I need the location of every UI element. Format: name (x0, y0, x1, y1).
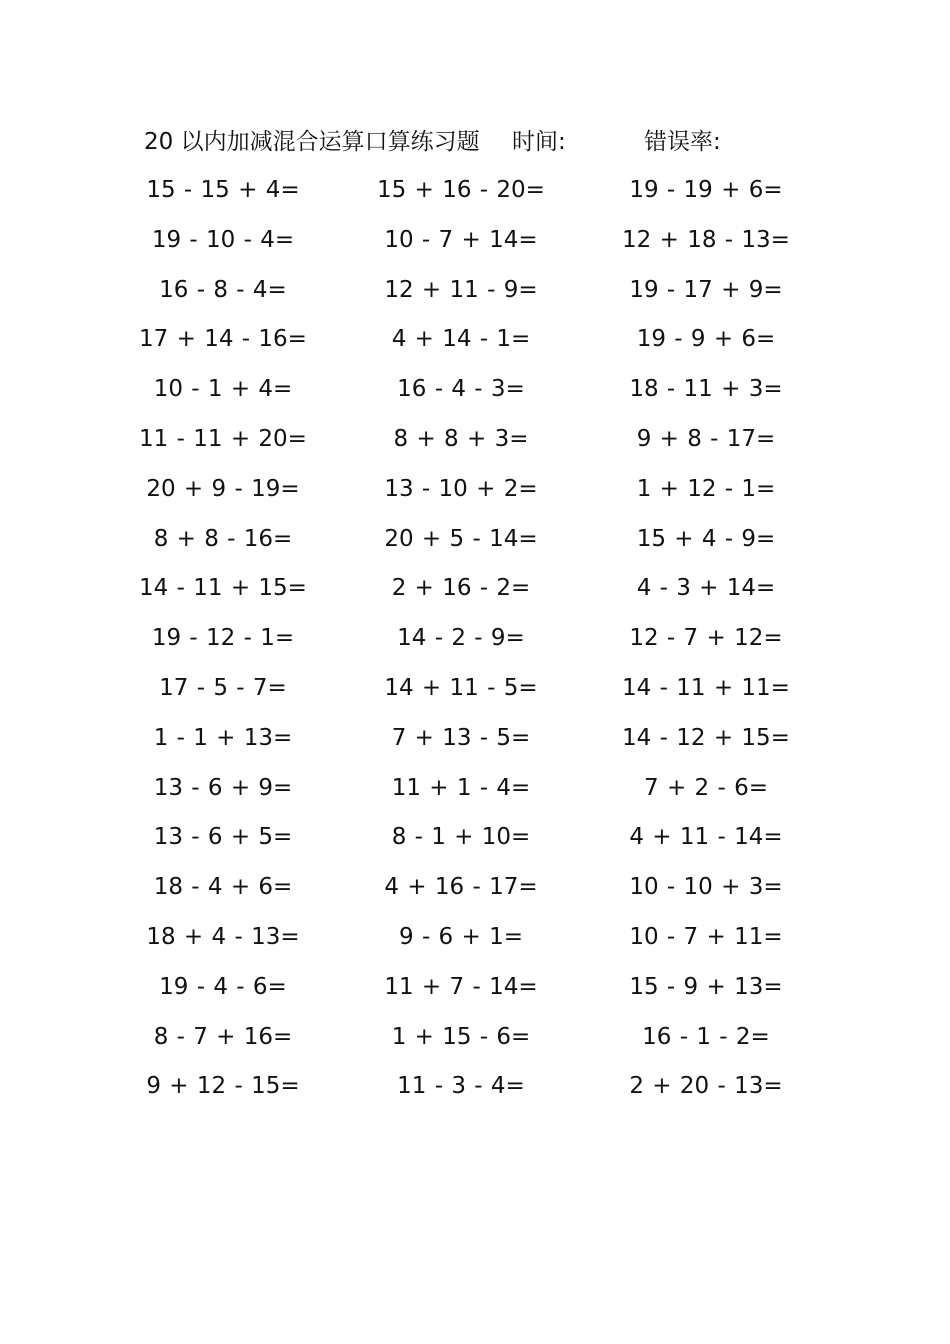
problem-row (0, 564, 950, 614)
arithmetic-problem: 20 + 5 - 14= (384, 525, 538, 552)
arithmetic-problem: 16 - 1 - 2= (642, 1023, 770, 1050)
arithmetic-problem: 2 + 16 - 2= (391, 575, 531, 602)
arithmetic-problem: 11 - 3 - 4= (397, 1073, 525, 1100)
arithmetic-problem: 17 + 14 - 16= (139, 326, 307, 353)
arithmetic-problem: 7 + 13 - 5= (391, 724, 531, 751)
arithmetic-problem: 4 + 16 - 17= (384, 874, 538, 901)
arithmetic-problem: 15 - 15 + 4= (146, 177, 300, 203)
arithmetic-problem: 14 - 11 + 15= (139, 575, 307, 602)
arithmetic-problem: 1 + 15 - 6= (391, 1023, 531, 1050)
arithmetic-problem: 18 - 4 + 6= (153, 874, 293, 901)
problem-row (0, 266, 950, 316)
worksheet-title: 20 以内加减混合运算口算练习题 (144, 129, 480, 155)
arithmetic-problem: 4 + 11 - 14= (629, 824, 783, 851)
problem-row (0, 863, 950, 913)
time-label: 时间: (512, 129, 566, 155)
arithmetic-problem: 9 + 8 - 17= (636, 425, 776, 452)
problem-row (0, 1062, 950, 1112)
problem-row (0, 664, 950, 714)
arithmetic-problem: 8 + 8 - 16= (153, 525, 293, 552)
problem-row (0, 415, 950, 465)
arithmetic-problem: 2 + 20 - 13= (629, 1073, 783, 1100)
arithmetic-problem: 8 + 8 + 3= (393, 425, 529, 452)
arithmetic-problem: 10 - 7 + 11= (629, 923, 783, 950)
problem-row (0, 365, 950, 415)
arithmetic-problem: 16 - 4 - 3= (397, 376, 525, 403)
arithmetic-problem: 14 - 2 - 9= (397, 625, 525, 652)
arithmetic-problem: 1 + 12 - 1= (636, 475, 776, 502)
problem-row (0, 515, 950, 565)
worksheet-header (144, 124, 844, 160)
arithmetic-problem: 14 - 11 + 11= (622, 674, 790, 701)
arithmetic-problem: 11 - 11 + 20= (139, 425, 307, 452)
arithmetic-problem: 19 - 17 + 9= (629, 276, 783, 303)
arithmetic-problem: 18 + 4 - 13= (146, 923, 300, 950)
problem-row (0, 813, 950, 863)
arithmetic-problem: 19 - 4 - 6= (159, 973, 287, 1000)
problem-row (0, 166, 950, 216)
arithmetic-problem: 4 - 3 + 14= (636, 575, 776, 602)
arithmetic-problem: 14 - 12 + 15= (622, 724, 790, 751)
problem-row (0, 913, 950, 963)
arithmetic-problem: 18 - 11 + 3= (629, 376, 783, 403)
arithmetic-problem: 11 + 7 - 14= (384, 973, 538, 1000)
arithmetic-problem: 20 + 9 - 19= (146, 475, 300, 502)
arithmetic-problem: 11 + 1 - 4= (391, 774, 531, 801)
arithmetic-problem: 19 - 12 - 1= (151, 625, 295, 652)
arithmetic-problem: 15 - 9 + 13= (629, 973, 783, 1000)
arithmetic-problem: 16 - 8 - 4= (159, 276, 287, 303)
problem-row (0, 1013, 950, 1063)
problem-row (0, 963, 950, 1013)
arithmetic-problem: 8 - 1 + 10= (391, 824, 531, 851)
arithmetic-problem: 15 + 16 - 20= (377, 177, 545, 203)
arithmetic-problem: 12 + 11 - 9= (384, 276, 538, 303)
arithmetic-problem: 9 - 6 + 1= (399, 923, 523, 950)
arithmetic-problem: 17 - 5 - 7= (159, 674, 287, 701)
arithmetic-problem: 10 - 10 + 3= (629, 874, 783, 901)
problem-row (0, 764, 950, 814)
problem-row (0, 714, 950, 764)
arithmetic-problem: 13 - 6 + 5= (153, 824, 293, 851)
arithmetic-problem: 9 + 12 - 15= (146, 1073, 300, 1100)
arithmetic-problem: 13 - 10 + 2= (384, 475, 538, 502)
problem-row (0, 315, 950, 365)
error-rate-label: 错误率: (644, 129, 721, 155)
arithmetic-problem: 8 - 7 + 16= (153, 1023, 293, 1050)
arithmetic-problem: 12 + 18 - 13= (622, 226, 790, 253)
problem-grid (0, 166, 950, 1112)
arithmetic-problem: 10 - 7 + 14= (384, 226, 538, 253)
arithmetic-problem: 12 - 7 + 12= (629, 625, 783, 652)
arithmetic-problem: 13 - 6 + 9= (153, 774, 293, 801)
arithmetic-problem: 7 + 2 - 6= (644, 774, 768, 801)
arithmetic-problem: 19 - 9 + 6= (636, 326, 776, 353)
problem-row (0, 216, 950, 266)
problem-row (0, 465, 950, 515)
arithmetic-problem: 15 + 4 - 9= (636, 525, 776, 552)
arithmetic-problem: 4 + 14 - 1= (391, 326, 531, 353)
arithmetic-problem: 19 - 10 - 4= (151, 226, 295, 253)
arithmetic-problem: 19 - 19 + 6= (629, 177, 783, 203)
problem-row (0, 614, 950, 664)
arithmetic-problem: 14 + 11 - 5= (384, 674, 538, 701)
arithmetic-problem: 1 - 1 + 13= (153, 724, 293, 751)
arithmetic-problem: 10 - 1 + 4= (153, 376, 293, 403)
